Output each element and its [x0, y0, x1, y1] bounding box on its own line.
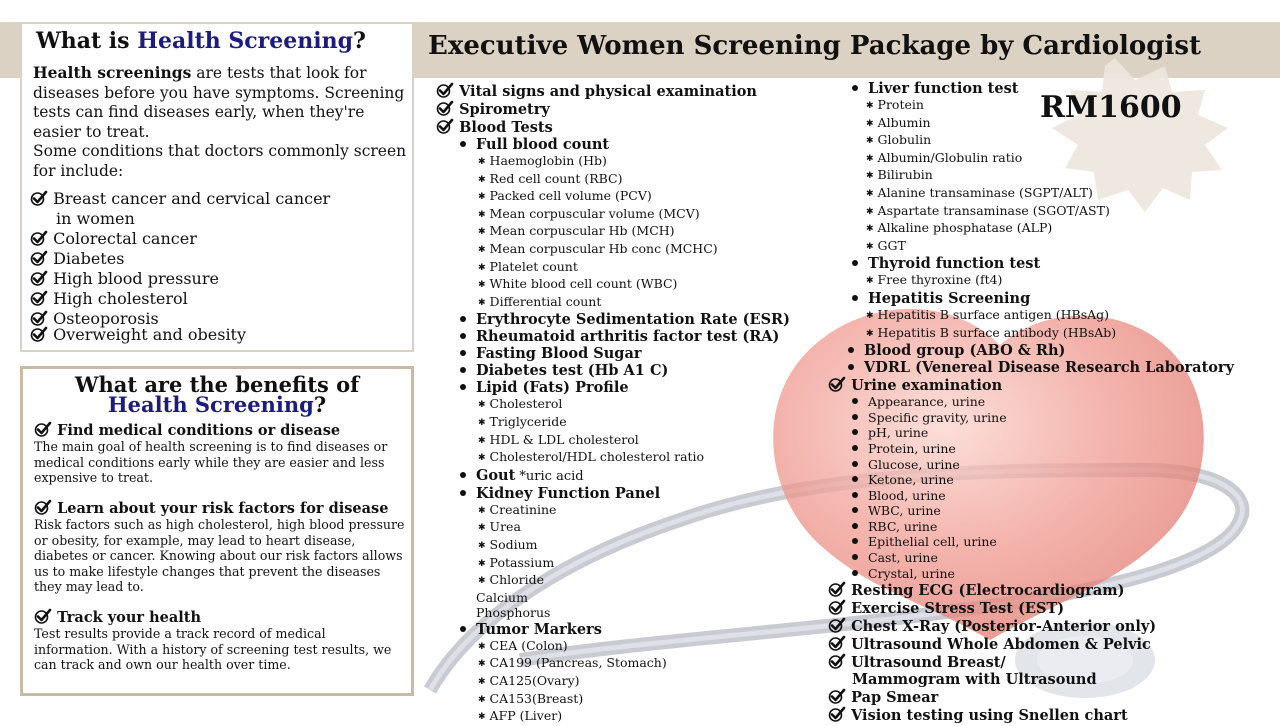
- asterisk-icon: ✱: [478, 192, 486, 203]
- bullet-icon: [852, 538, 858, 544]
- test-item: [436, 345, 790, 362]
- test-item: [828, 503, 1234, 519]
- test-label: Thyroid function test: [868, 255, 1041, 273]
- what-is-title-b: Health Screening: [137, 28, 353, 54]
- asterisk-icon: ✱: [478, 523, 486, 534]
- bullet-icon: [852, 414, 858, 420]
- test-item: [436, 294, 790, 312]
- bullet-icon: [852, 429, 858, 435]
- test-item: [436, 259, 790, 277]
- test-label: Vital signs and physical examination: [459, 83, 757, 100]
- test-label: Sodium: [489, 536, 538, 552]
- test-item: [436, 153, 790, 171]
- test-item: [436, 590, 790, 606]
- test-label: GGT: [877, 237, 906, 253]
- asterisk-icon: ✱: [478, 435, 486, 446]
- asterisk-icon: ✱: [478, 209, 486, 220]
- package-price: RM1600: [1040, 90, 1182, 125]
- test-label: Vision testing using Snellen chart: [851, 707, 1128, 725]
- test-label: Mean corpuscular Hb conc (MCHC): [489, 240, 718, 256]
- bullet-icon: [852, 523, 858, 529]
- test-label: Kidney Function Panel: [476, 484, 661, 502]
- test-item: [436, 118, 790, 136]
- benefit-heading-text: Learn about your risk factors for disease: [57, 500, 389, 517]
- test-item: [828, 394, 1234, 410]
- test-item: [436, 519, 790, 537]
- test-item: [828, 653, 1234, 671]
- test-label: Potassium: [489, 554, 555, 570]
- condition-item: [30, 325, 246, 344]
- test-label: Lipid (Fats) Profile: [476, 379, 629, 397]
- test-label: Calcium: [476, 589, 528, 605]
- test-item: [436, 276, 790, 294]
- test-item: [828, 410, 1234, 426]
- asterisk-icon: ✱: [478, 677, 486, 688]
- test-item: [828, 457, 1234, 473]
- check-icon: [34, 421, 52, 437]
- test-item: [436, 136, 790, 153]
- test-item: [436, 502, 790, 520]
- test-label: Triglyceride: [489, 413, 567, 429]
- check-icon: [828, 653, 846, 669]
- test-label: CA199 (Pancreas, Stomach): [489, 655, 667, 671]
- check-icon: [436, 82, 454, 98]
- bullet-icon: [852, 507, 858, 513]
- test-label: RBC, urine: [868, 518, 938, 534]
- benefit-heading: [34, 608, 201, 626]
- test-item: [436, 206, 790, 224]
- test-label: Albumin/Globulin ratio: [877, 149, 1023, 165]
- condition-item: [30, 229, 197, 248]
- test-label: Bilirubin: [877, 167, 933, 183]
- benefits-title-b: Health Screening: [107, 392, 314, 417]
- test-item: [436, 449, 790, 467]
- check-icon: [828, 688, 846, 704]
- test-label: Ultrasound Whole Abdomen & Pelvic: [851, 636, 1151, 654]
- benefit-heading: [34, 421, 340, 439]
- asterisk-icon: ✱: [478, 712, 486, 723]
- bullet-icon: [460, 333, 466, 339]
- check-icon: [828, 581, 846, 597]
- test-item: [828, 472, 1234, 488]
- condition-label: in women: [56, 209, 135, 228]
- tests-column-2: [828, 80, 1234, 724]
- test-label: Glucose, urine: [868, 456, 960, 472]
- test-label: Cast, urine: [868, 550, 938, 566]
- test-item: [436, 485, 790, 502]
- test-item: [828, 97, 1234, 115]
- asterisk-icon: ✱: [866, 153, 874, 164]
- test-label: Gout: [476, 466, 516, 484]
- check-icon: [34, 499, 52, 515]
- test-label: Urea: [489, 519, 521, 535]
- intro-rest: are tests that look for diseases before you have symptoms. Screening tests can find diseases early, when they're easier to treat.: [33, 64, 405, 141]
- condition-label: High cholesterol: [53, 289, 188, 308]
- check-icon: [30, 310, 48, 326]
- asterisk-icon: ✱: [866, 136, 874, 147]
- condition-item: [56, 209, 135, 228]
- check-icon: [436, 118, 454, 134]
- asterisk-icon: ✱: [866, 241, 874, 252]
- test-label: Blood group (ABO & Rh): [864, 342, 1066, 360]
- asterisk-icon: ✱: [478, 157, 486, 167]
- bullet-icon: [852, 461, 858, 467]
- test-label: Blood Tests: [459, 119, 553, 136]
- test-label: Mean corpuscular Hb (MCH): [489, 223, 675, 239]
- asterisk-icon: ✱: [478, 174, 486, 185]
- check-icon: [828, 376, 846, 392]
- condition-item: [30, 289, 188, 308]
- asterisk-icon: ✱: [478, 262, 486, 273]
- package-title: Executive Women Screening Package by Cardiologist: [428, 31, 1201, 61]
- condition-label: Diabetes: [53, 249, 125, 268]
- test-note: *uric acid: [515, 468, 584, 484]
- benefit-heading-text: Track your health: [57, 609, 201, 626]
- test-label: Hepatitis B surface antibody (HBsAb): [877, 324, 1117, 340]
- check-icon: [828, 599, 846, 615]
- test-item: [828, 220, 1234, 238]
- check-icon: [30, 290, 48, 306]
- condition-label: Osteoporosis: [53, 309, 159, 328]
- check-icon: [30, 230, 48, 246]
- test-item: [436, 572, 790, 590]
- test-item: [828, 307, 1234, 325]
- test-item: [828, 519, 1234, 535]
- condition-label: Breast cancer and cervical cancer: [53, 189, 331, 208]
- test-item: [436, 432, 790, 450]
- test-item: [436, 467, 790, 485]
- test-item: [828, 635, 1234, 653]
- test-item: [828, 203, 1234, 221]
- test-label: WBC, urine: [868, 503, 941, 519]
- asterisk-icon: ✱: [478, 400, 486, 411]
- asterisk-icon: ✱: [478, 505, 486, 516]
- test-label: Alkaline phosphatase (ALP): [877, 220, 1053, 236]
- test-label: Cholesterol/HDL cholesterol ratio: [489, 449, 705, 465]
- benefits-title-c: ?: [313, 392, 327, 417]
- test-item: [828, 290, 1234, 307]
- bullet-icon: [848, 364, 854, 370]
- test-item: [436, 328, 790, 345]
- test-label: Red cell count (RBC): [489, 170, 623, 186]
- test-label: pH, urine: [868, 425, 929, 441]
- test-label: Ultrasound Breast/: [851, 654, 1006, 672]
- test-label: Protein: [877, 97, 924, 112]
- test-item: [828, 599, 1234, 617]
- asterisk-icon: ✱: [478, 227, 486, 238]
- what-is-title-c: ?: [353, 28, 366, 54]
- test-label: Free thyroxine (ft4): [877, 272, 1003, 288]
- test-label: Aspartate transaminase (SGOT/AST): [877, 202, 1110, 218]
- bullet-icon: [848, 347, 854, 353]
- bullet-icon: [460, 490, 466, 496]
- condition-label: High blood pressure: [53, 269, 219, 288]
- check-icon: [34, 608, 52, 624]
- test-label: Packed cell volume (PCV): [489, 188, 652, 204]
- test-label: Alanine transaminase (SGPT/ALT): [877, 184, 1093, 200]
- test-item: [436, 100, 790, 118]
- test-item: [828, 671, 1234, 688]
- test-label: Hepatitis Screening: [868, 289, 1031, 307]
- asterisk-icon: ✱: [866, 276, 874, 287]
- test-item: [828, 617, 1234, 635]
- test-item: [828, 342, 1234, 359]
- tests-column-1: [436, 82, 790, 726]
- test-item: [828, 550, 1234, 566]
- test-item: [828, 534, 1234, 550]
- bullet-icon: [852, 398, 858, 404]
- benefits-title: [24, 372, 410, 417]
- test-item: [436, 638, 790, 656]
- test-label: Albumin: [877, 114, 931, 130]
- check-icon: [828, 617, 846, 633]
- test-label: Differential count: [489, 293, 602, 309]
- check-icon: [828, 635, 846, 651]
- test-item: [436, 188, 790, 206]
- check-icon: [30, 190, 48, 206]
- test-item: [828, 488, 1234, 504]
- test-item: [828, 359, 1234, 376]
- benefit-heading-text: Find medical conditions or disease: [57, 422, 341, 439]
- test-label: VDRL (Venereal Disease Research Laboratory: [864, 359, 1234, 377]
- test-item: [828, 255, 1234, 272]
- test-item: [828, 441, 1234, 457]
- test-item: [828, 566, 1234, 582]
- test-item: [436, 396, 790, 414]
- test-label: Spirometry: [459, 101, 550, 118]
- benefit-heading: [34, 499, 388, 517]
- test-label: CA125(Ovary): [489, 673, 580, 689]
- test-label: CA153(Breast): [489, 690, 584, 706]
- test-label: Phosphorus: [476, 605, 551, 621]
- asterisk-icon: ✱: [866, 328, 874, 339]
- test-label: Mammogram with Ultrasound: [852, 671, 1097, 689]
- asterisk-icon: ✱: [866, 101, 874, 111]
- test-item: [828, 132, 1234, 150]
- bullet-icon: [460, 367, 466, 373]
- asterisk-icon: ✱: [478, 297, 486, 308]
- test-item: [828, 115, 1234, 133]
- test-label: Protein, urine: [868, 440, 956, 456]
- test-item: [436, 241, 790, 259]
- test-label: Mean corpuscular volume (MCV): [489, 205, 700, 221]
- bullet-icon: [852, 295, 858, 301]
- test-item: [436, 691, 790, 709]
- test-label: Creatinine: [489, 501, 557, 517]
- bullet-icon: [460, 350, 466, 356]
- condition-label: Colorectal cancer: [53, 229, 197, 248]
- test-label: HDL & LDL cholesterol: [489, 431, 639, 447]
- check-icon: [436, 100, 454, 116]
- test-item: [828, 167, 1234, 185]
- asterisk-icon: ✱: [866, 224, 874, 235]
- benefit-text: The main goal of health screening is to find diseases or medical conditions early while they are easier and less expensive to treat.: [34, 439, 388, 485]
- test-item: [436, 171, 790, 189]
- test-label: Diabetes test (Hb A1 C): [476, 362, 669, 380]
- bullet-icon: [460, 626, 466, 632]
- test-item: [828, 325, 1234, 343]
- bullet-icon: [852, 445, 858, 451]
- test-label: Haemoglobin (Hb): [489, 153, 607, 168]
- test-label: Hepatitis B surface antigen (HBsAg): [877, 306, 1110, 322]
- test-item: [436, 414, 790, 432]
- test-label: Full blood count: [476, 136, 610, 153]
- test-item: [828, 185, 1234, 203]
- benefit-text: Test results provide a track record of medical information. With a history of screening test results, we can track and own our health over time.: [34, 626, 392, 672]
- test-label: Crystal, urine: [868, 565, 955, 581]
- test-label: Liver function test: [868, 80, 1019, 97]
- asterisk-icon: ✱: [478, 244, 486, 255]
- asterisk-icon: ✱: [478, 576, 486, 587]
- test-item: [828, 581, 1234, 599]
- test-label: Globulin: [877, 132, 932, 148]
- check-icon: [30, 270, 48, 286]
- test-label: AFP (Liver): [489, 708, 563, 724]
- intro-2: Some conditions that doctors commonly screen for include:: [33, 142, 407, 180]
- test-label: Chloride: [489, 572, 545, 588]
- bullet-icon: [852, 570, 858, 576]
- test-label: Appearance, urine: [868, 394, 986, 410]
- test-item: [436, 362, 790, 379]
- test-item: [828, 272, 1234, 290]
- test-item: [436, 311, 790, 328]
- asterisk-icon: ✱: [866, 206, 874, 217]
- test-item: [436, 673, 790, 691]
- asterisk-icon: ✱: [866, 188, 874, 199]
- benefits-title-a: What are the benefits of: [74, 372, 360, 397]
- intro-text: [33, 63, 408, 181]
- test-item: [436, 82, 790, 100]
- condition-item: [30, 189, 330, 208]
- what-is-title: [36, 28, 366, 54]
- intro-bold: Health screenings: [33, 63, 192, 82]
- test-label: Cholesterol: [489, 396, 563, 412]
- test-item: [436, 537, 790, 555]
- bullet-icon: [852, 85, 858, 91]
- asterisk-icon: ✱: [478, 453, 486, 464]
- test-item: [436, 555, 790, 573]
- check-icon: [30, 326, 48, 342]
- condition-item: [30, 269, 219, 288]
- bullet-icon: [852, 554, 858, 560]
- check-icon: [30, 250, 48, 266]
- test-item: [828, 376, 1234, 394]
- test-item: [436, 708, 790, 726]
- condition-item: [30, 249, 124, 268]
- bullet-icon: [852, 492, 858, 498]
- test-label: Fasting Blood Sugar: [476, 345, 642, 363]
- test-item: [436, 655, 790, 673]
- benefit-text: Risk factors such as high cholesterol, high blood pressure or obesity, for example, may lead to heart disease, diabetes or cancer. Knowing about our risk factors allows us to make lifestyle changes that prevent the diseases they may lead to.: [34, 517, 405, 594]
- test-label: Specific gravity, urine: [868, 409, 1007, 425]
- test-label: White blood cell count (WBC): [489, 276, 678, 292]
- asterisk-icon: ✱: [478, 280, 486, 291]
- test-label: Tumor Markers: [476, 620, 602, 638]
- test-label: Resting ECG (Electrocardiogram): [851, 582, 1125, 600]
- bullet-icon: [460, 472, 466, 478]
- test-label: Platelet count: [489, 258, 578, 274]
- asterisk-icon: ✱: [866, 171, 874, 182]
- test-item: [828, 150, 1234, 168]
- test-label: Rheumatoid arthritis factor test (RA): [476, 328, 780, 346]
- test-item: [828, 425, 1234, 441]
- what-is-title-a: What is: [36, 28, 138, 54]
- test-item: [436, 605, 790, 621]
- asterisk-icon: ✱: [478, 659, 486, 670]
- bullet-icon: [460, 316, 466, 322]
- test-item: [828, 238, 1234, 256]
- test-item: [436, 379, 790, 396]
- asterisk-icon: ✱: [478, 558, 486, 569]
- test-item: [436, 621, 790, 638]
- asterisk-icon: ✱: [866, 118, 874, 129]
- test-label: Chest X-Ray (Posterior-Anterior only): [851, 618, 1157, 636]
- asterisk-icon: ✱: [478, 694, 486, 705]
- test-item: [828, 706, 1234, 724]
- test-label: Urine examination: [851, 377, 1003, 395]
- bullet-icon: [852, 260, 858, 266]
- test-label: Erythrocyte Sedimentation Rate (ESR): [476, 311, 790, 329]
- asterisk-icon: ✱: [866, 310, 874, 321]
- condition-label: Overweight and obesity: [53, 325, 247, 344]
- bullet-icon: [852, 476, 858, 482]
- test-label: Epithelial cell, urine: [868, 534, 997, 550]
- bullet-icon: [460, 384, 466, 390]
- test-item: [828, 80, 1234, 97]
- test-label: Exercise Stress Test (EST): [851, 600, 1065, 618]
- test-item: [828, 688, 1234, 706]
- test-label: Pap Smear: [851, 689, 939, 707]
- test-label: CEA (Colon): [489, 637, 568, 653]
- test-label: Ketone, urine: [868, 472, 954, 488]
- asterisk-icon: ✱: [478, 641, 486, 652]
- asterisk-icon: ✱: [478, 417, 486, 428]
- test-label: Blood, urine: [868, 487, 946, 503]
- test-item: [436, 223, 790, 241]
- bullet-icon: [460, 141, 466, 147]
- asterisk-icon: ✱: [478, 540, 486, 551]
